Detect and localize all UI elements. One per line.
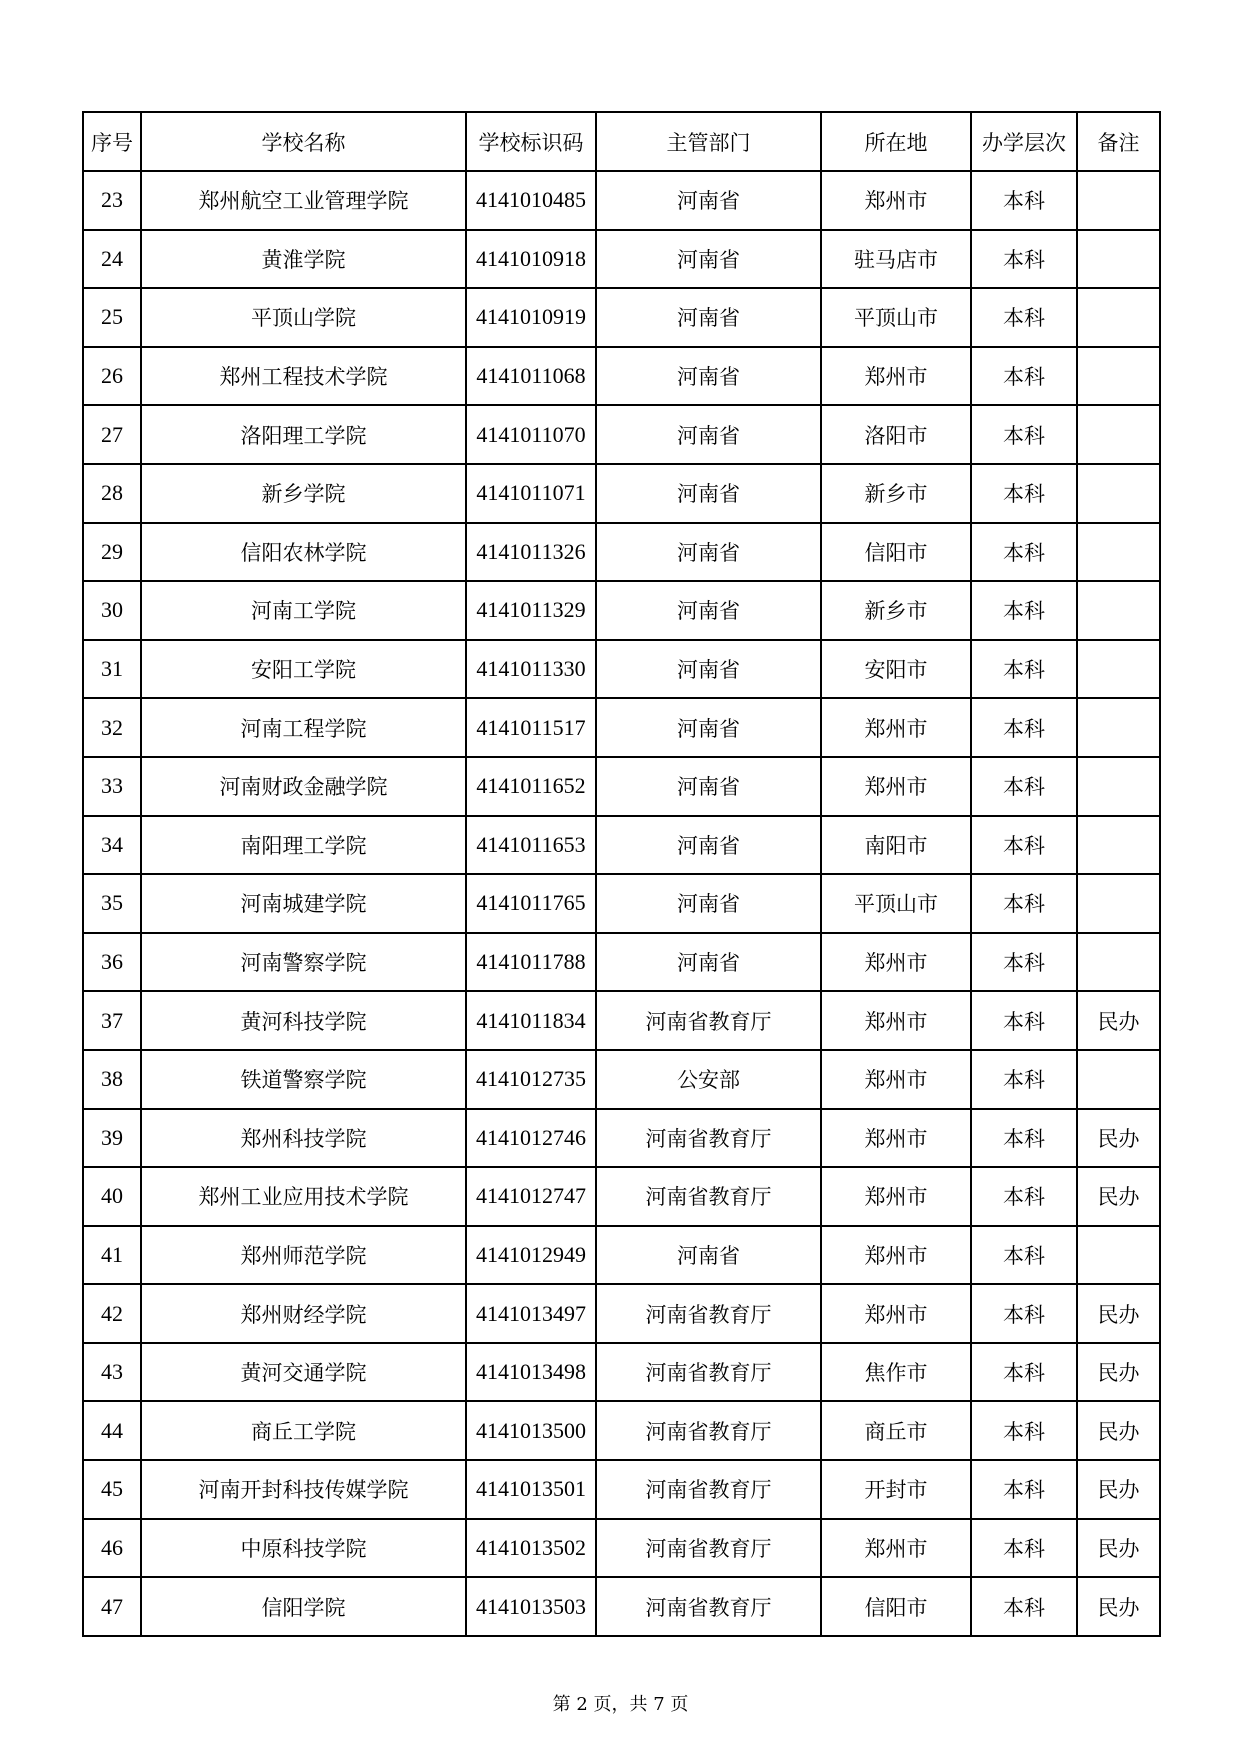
cell-location: 焦作市: [821, 1343, 971, 1402]
cell-no: 43: [83, 1343, 141, 1402]
cell-school-name: 郑州工程技术学院: [141, 347, 466, 406]
cell-department: 河南省: [596, 171, 821, 230]
table-row: [83, 464, 1160, 523]
cell-school-code: 4141011330: [466, 640, 596, 699]
cell-no: 25: [83, 288, 141, 347]
cell-school-name: 黄河科技学院: [141, 991, 466, 1050]
cell-no: 44: [83, 1401, 141, 1460]
cell-remark: 民办: [1077, 991, 1160, 1050]
cell-level: 本科: [971, 1460, 1077, 1519]
cell-school-name: 平顶山学院: [141, 288, 466, 347]
cell-level: 本科: [971, 698, 1077, 757]
cell-location: 南阳市: [821, 816, 971, 875]
cell-school-code: 4141011070: [466, 405, 596, 464]
cell-remark: [1077, 933, 1160, 992]
cell-department: 河南省教育厅: [596, 1577, 821, 1636]
cell-school-code: 4141011653: [466, 816, 596, 875]
cell-level: 本科: [971, 1167, 1077, 1226]
cell-remark: [1077, 816, 1160, 875]
cell-department: 河南省教育厅: [596, 1109, 821, 1168]
cell-department: 河南省教育厅: [596, 1343, 821, 1402]
cell-department: 河南省教育厅: [596, 1284, 821, 1343]
cell-school-name: 郑州科技学院: [141, 1109, 466, 1168]
cell-school-name: 洛阳理工学院: [141, 405, 466, 464]
cell-location: 郑州市: [821, 1109, 971, 1168]
cell-department: 河南省: [596, 816, 821, 875]
cell-level: 本科: [971, 288, 1077, 347]
cell-location: 商丘市: [821, 1401, 971, 1460]
table-row: [83, 1109, 1160, 1168]
cell-level: 本科: [971, 523, 1077, 582]
table-row: [83, 816, 1160, 875]
cell-school-code: 4141012746: [466, 1109, 596, 1168]
cell-no: 41: [83, 1226, 141, 1285]
header-code: 学校标识码: [466, 112, 596, 171]
cell-department: 河南省: [596, 874, 821, 933]
cell-no: 46: [83, 1519, 141, 1578]
cell-school-name: 信阳农林学院: [141, 523, 466, 582]
cell-no: 39: [83, 1109, 141, 1168]
cell-school-name: 南阳理工学院: [141, 816, 466, 875]
cell-school-code: 4141011652: [466, 757, 596, 816]
cell-school-name: 黄淮学院: [141, 230, 466, 289]
cell-school-code: 4141013497: [466, 1284, 596, 1343]
cell-no: 40: [83, 1167, 141, 1226]
cell-school-name: 河南财政金融学院: [141, 757, 466, 816]
cell-location: 郑州市: [821, 1519, 971, 1578]
header-remark: 备注: [1077, 112, 1160, 171]
cell-level: 本科: [971, 816, 1077, 875]
cell-remark: [1077, 698, 1160, 757]
cell-level: 本科: [971, 581, 1077, 640]
cell-department: 河南省: [596, 405, 821, 464]
cell-school-code: 4141012949: [466, 1226, 596, 1285]
table-row: [83, 1401, 1160, 1460]
cell-level: 本科: [971, 1109, 1077, 1168]
cell-location: 开封市: [821, 1460, 971, 1519]
cell-remark: 民办: [1077, 1519, 1160, 1578]
cell-department: 河南省: [596, 1226, 821, 1285]
cell-remark: [1077, 757, 1160, 816]
cell-school-name: 郑州财经学院: [141, 1284, 466, 1343]
cell-no: 38: [83, 1050, 141, 1109]
cell-location: 郑州市: [821, 1050, 971, 1109]
cell-remark: [1077, 464, 1160, 523]
table-row: [83, 230, 1160, 289]
header-location: 所在地: [821, 112, 971, 171]
table-row: [83, 698, 1160, 757]
cell-school-code: 4141011326: [466, 523, 596, 582]
cell-department: 河南省教育厅: [596, 1519, 821, 1578]
cell-location: 安阳市: [821, 640, 971, 699]
cell-school-code: 4141011517: [466, 698, 596, 757]
cell-remark: [1077, 405, 1160, 464]
cell-level: 本科: [971, 1343, 1077, 1402]
cell-department: 河南省: [596, 523, 821, 582]
cell-no: 32: [83, 698, 141, 757]
cell-school-code: 4141013501: [466, 1460, 596, 1519]
cell-remark: 民办: [1077, 1167, 1160, 1226]
cell-level: 本科: [971, 874, 1077, 933]
cell-no: 27: [83, 405, 141, 464]
cell-school-name: 黄河交通学院: [141, 1343, 466, 1402]
cell-no: 29: [83, 523, 141, 582]
cell-school-name: 安阳工学院: [141, 640, 466, 699]
cell-remark: 民办: [1077, 1577, 1160, 1636]
table-row: [83, 581, 1160, 640]
cell-school-code: 4141013498: [466, 1343, 596, 1402]
cell-location: 郑州市: [821, 171, 971, 230]
cell-school-name: 郑州工业应用技术学院: [141, 1167, 466, 1226]
cell-remark: [1077, 523, 1160, 582]
cell-level: 本科: [971, 1577, 1077, 1636]
cell-remark: 民办: [1077, 1284, 1160, 1343]
cell-department: 河南省教育厅: [596, 1401, 821, 1460]
table-row: [83, 757, 1160, 816]
table-row: [83, 1284, 1160, 1343]
cell-school-name: 信阳学院: [141, 1577, 466, 1636]
cell-remark: [1077, 347, 1160, 406]
cell-level: 本科: [971, 405, 1077, 464]
cell-department: 河南省: [596, 757, 821, 816]
cell-no: 26: [83, 347, 141, 406]
cell-school-name: 郑州师范学院: [141, 1226, 466, 1285]
cell-department: 河南省: [596, 230, 821, 289]
table-row: [83, 933, 1160, 992]
cell-department: 河南省: [596, 933, 821, 992]
cell-school-code: 4141011329: [466, 581, 596, 640]
cell-location: 郑州市: [821, 698, 971, 757]
cell-department: 河南省教育厅: [596, 1460, 821, 1519]
cell-level: 本科: [971, 1401, 1077, 1460]
cell-location: 洛阳市: [821, 405, 971, 464]
cell-remark: 民办: [1077, 1460, 1160, 1519]
cell-department: 河南省教育厅: [596, 991, 821, 1050]
cell-department: 河南省: [596, 581, 821, 640]
cell-school-code: 4141011834: [466, 991, 596, 1050]
cell-no: 34: [83, 816, 141, 875]
header-dept: 主管部门: [596, 112, 821, 171]
table-row: [83, 405, 1160, 464]
cell-no: 33: [83, 757, 141, 816]
cell-level: 本科: [971, 640, 1077, 699]
table-header-row: [83, 112, 1160, 171]
cell-school-code: 4141010919: [466, 288, 596, 347]
cell-department: 公安部: [596, 1050, 821, 1109]
table-row: [83, 991, 1160, 1050]
cell-location: 郑州市: [821, 1284, 971, 1343]
cell-school-code: 4141011765: [466, 874, 596, 933]
cell-no: 37: [83, 991, 141, 1050]
cell-school-code: 4141012735: [466, 1050, 596, 1109]
cell-remark: 民办: [1077, 1343, 1160, 1402]
cell-school-code: 4141011068: [466, 347, 596, 406]
cell-no: 23: [83, 171, 141, 230]
cell-remark: 民办: [1077, 1401, 1160, 1460]
table-row: [83, 288, 1160, 347]
cell-no: 45: [83, 1460, 141, 1519]
cell-no: 24: [83, 230, 141, 289]
cell-level: 本科: [971, 757, 1077, 816]
table-row: [83, 1460, 1160, 1519]
cell-location: 新乡市: [821, 464, 971, 523]
cell-location: 郑州市: [821, 1167, 971, 1226]
cell-location: 平顶山市: [821, 288, 971, 347]
header-no: 序号: [83, 112, 141, 171]
table-row: [83, 523, 1160, 582]
table-row: [83, 874, 1160, 933]
cell-level: 本科: [971, 933, 1077, 992]
cell-location: 郑州市: [821, 933, 971, 992]
cell-department: 河南省: [596, 640, 821, 699]
table-row: [83, 1577, 1160, 1636]
cell-level: 本科: [971, 1284, 1077, 1343]
cell-level: 本科: [971, 1050, 1077, 1109]
cell-school-code: 4141011071: [466, 464, 596, 523]
cell-department: 河南省: [596, 698, 821, 757]
cell-school-code: 4141013500: [466, 1401, 596, 1460]
cell-no: 35: [83, 874, 141, 933]
cell-no: 47: [83, 1577, 141, 1636]
cell-no: 31: [83, 640, 141, 699]
cell-level: 本科: [971, 991, 1077, 1050]
cell-school-name: 河南警察学院: [141, 933, 466, 992]
cell-school-code: 4141010485: [466, 171, 596, 230]
cell-location: 新乡市: [821, 581, 971, 640]
table-row: [83, 171, 1160, 230]
school-list-table: [82, 111, 1161, 1637]
cell-location: 信阳市: [821, 1577, 971, 1636]
cell-school-name: 商丘工学院: [141, 1401, 466, 1460]
cell-school-name: 中原科技学院: [141, 1519, 466, 1578]
cell-remark: [1077, 230, 1160, 289]
cell-school-code: 4141011788: [466, 933, 596, 992]
cell-school-name: 铁道警察学院: [141, 1050, 466, 1109]
cell-school-name: 河南工学院: [141, 581, 466, 640]
cell-level: 本科: [971, 1519, 1077, 1578]
cell-remark: [1077, 640, 1160, 699]
cell-no: 28: [83, 464, 141, 523]
cell-department: 河南省: [596, 347, 821, 406]
cell-school-code: 4141010918: [466, 230, 596, 289]
cell-location: 信阳市: [821, 523, 971, 582]
cell-remark: [1077, 581, 1160, 640]
cell-school-code: 4141012747: [466, 1167, 596, 1226]
cell-no: 36: [83, 933, 141, 992]
cell-level: 本科: [971, 1226, 1077, 1285]
cell-remark: [1077, 1050, 1160, 1109]
cell-school-code: 4141013502: [466, 1519, 596, 1578]
cell-department: 河南省教育厅: [596, 1167, 821, 1226]
cell-department: 河南省: [596, 464, 821, 523]
cell-level: 本科: [971, 347, 1077, 406]
cell-location: 驻马店市: [821, 230, 971, 289]
table-row: [83, 1050, 1160, 1109]
cell-remark: [1077, 874, 1160, 933]
cell-level: 本科: [971, 464, 1077, 523]
cell-level: 本科: [971, 171, 1077, 230]
cell-remark: [1077, 171, 1160, 230]
cell-school-code: 4141013503: [466, 1577, 596, 1636]
table-row: [83, 1167, 1160, 1226]
cell-remark: [1077, 1226, 1160, 1285]
cell-location: 郑州市: [821, 757, 971, 816]
cell-location: 郑州市: [821, 1226, 971, 1285]
cell-level: 本科: [971, 230, 1077, 289]
table-row: [83, 347, 1160, 406]
page-number-footer: 第 2 页，共 7 页: [552, 1694, 689, 1715]
cell-school-name: 河南城建学院: [141, 874, 466, 933]
cell-remark: 民办: [1077, 1109, 1160, 1168]
cell-school-name: 河南工程学院: [141, 698, 466, 757]
table-row: [83, 1343, 1160, 1402]
cell-location: 郑州市: [821, 991, 971, 1050]
cell-school-name: 新乡学院: [141, 464, 466, 523]
cell-location: 平顶山市: [821, 874, 971, 933]
cell-no: 30: [83, 581, 141, 640]
cell-school-name: 郑州航空工业管理学院: [141, 171, 466, 230]
table-row: [83, 1226, 1160, 1285]
cell-remark: [1077, 288, 1160, 347]
cell-school-name: 河南开封科技传媒学院: [141, 1460, 466, 1519]
cell-location: 郑州市: [821, 347, 971, 406]
cell-department: 河南省: [596, 288, 821, 347]
cell-no: 42: [83, 1284, 141, 1343]
header-name: 学校名称: [141, 112, 466, 171]
table-row: [83, 640, 1160, 699]
table-row: [83, 1519, 1160, 1578]
header-level: 办学层次: [971, 112, 1077, 171]
